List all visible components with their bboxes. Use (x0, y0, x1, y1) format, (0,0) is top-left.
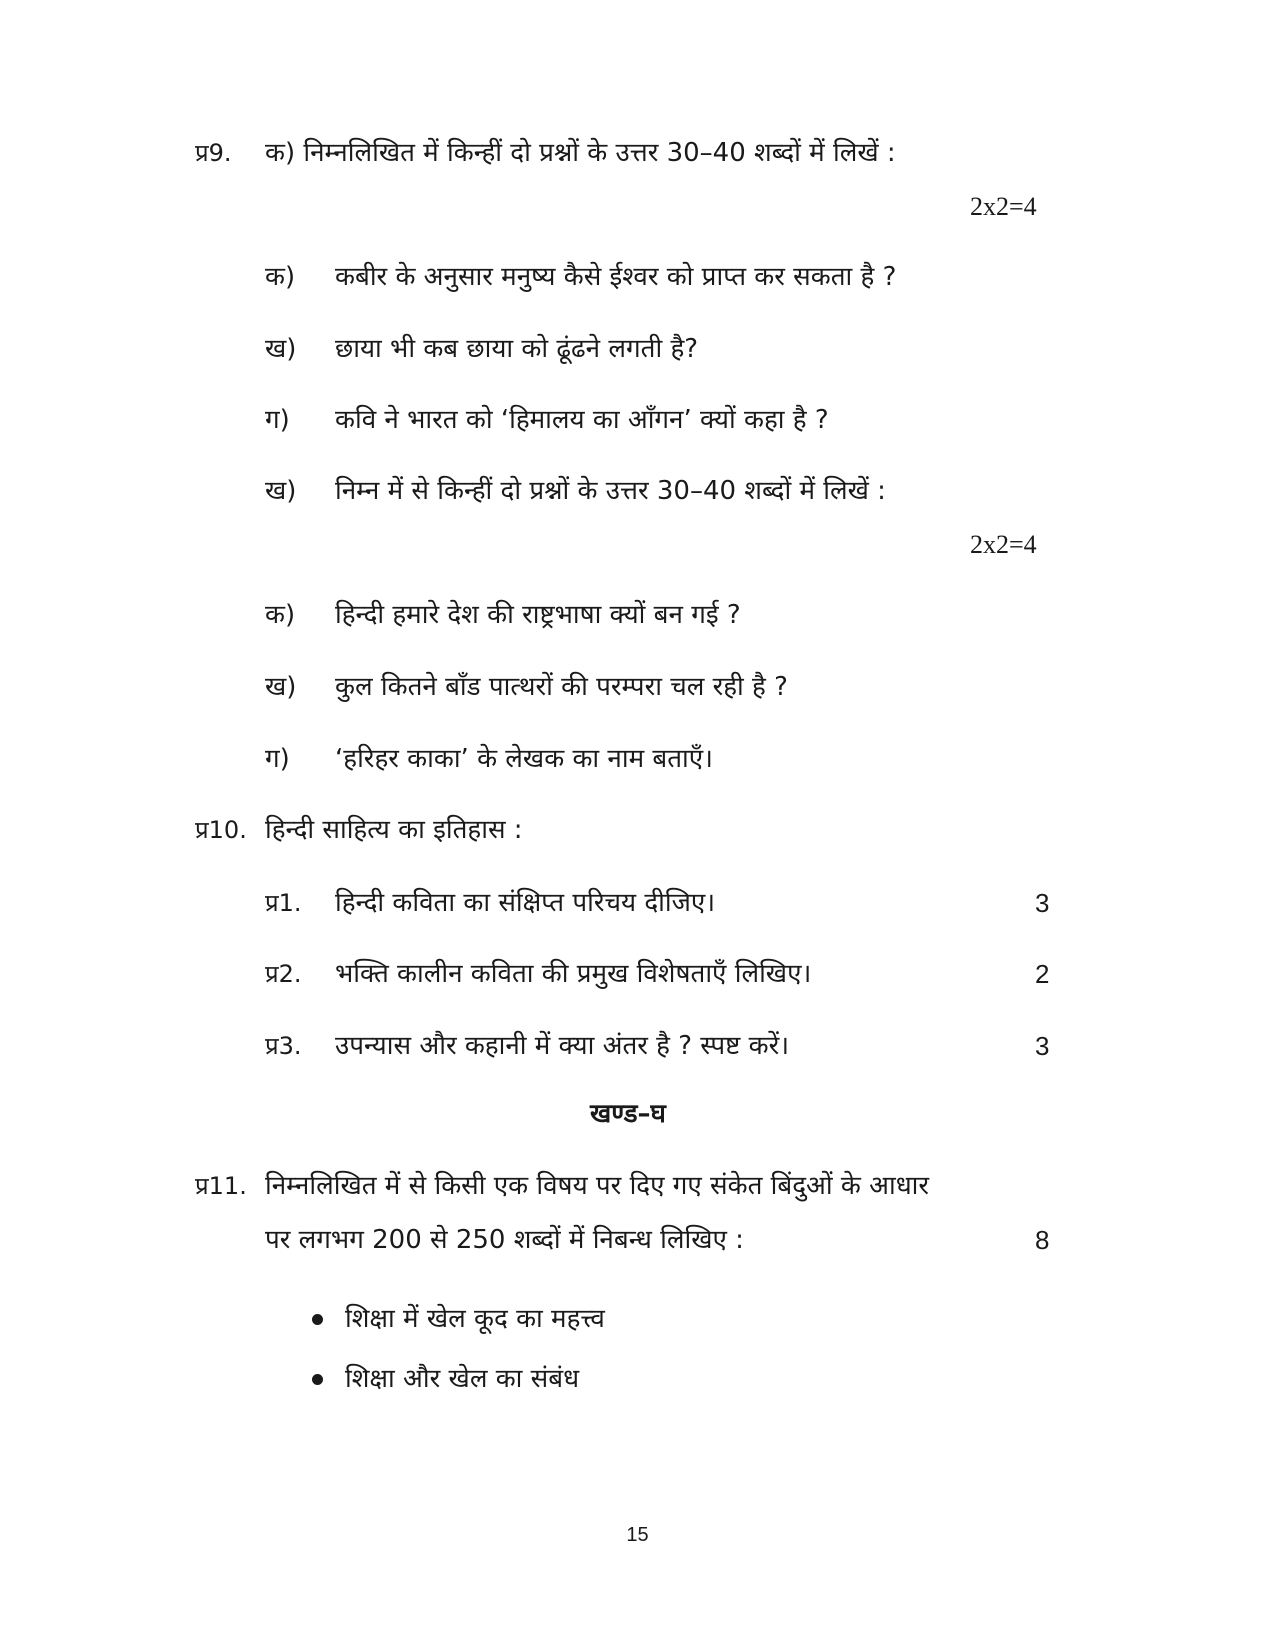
q10-number: प्र10. (195, 816, 247, 844)
q9-b-item-text: कुल कितने बाँड पात्थरों की परम्परा चल रही है ? (335, 672, 788, 702)
q11-marks: 8 (1035, 1225, 1050, 1255)
q9-b-intro: निम्न में से किन्हीं दो प्रश्नों के उत्तर 30–40 शब्दों में लिखें : (335, 476, 886, 506)
bullet-icon (312, 1314, 323, 1325)
q10-item-label: प्र3. (265, 1032, 302, 1060)
q9-a-item-label: ग) (265, 405, 290, 435)
q9-b-item-label: ग) (265, 744, 290, 774)
page-number: 15 (626, 1524, 649, 1546)
q9-a-item-text: कबीर के अनुसार मनुष्य कैसे ईश्वर को प्राप्त कर सकता है ? (335, 262, 897, 292)
q9-number: प्र9. (195, 139, 232, 167)
q9-a-item-label: ख) (265, 334, 297, 364)
q10-item-text: भक्ति कालीन कविता की प्रमुख विशेषताएँ लिखिए। (335, 959, 812, 989)
q9-marks-b: 2x2=4 (970, 530, 1037, 559)
q9-a-item-text: छाया भी कब छाया को ढूंढने लगती है? (335, 334, 699, 364)
q11-line2: पर लगभग 200 से 250 शब्दों में निबन्ध लिखिए : (265, 1225, 744, 1255)
q11-number: प्र11. (195, 1172, 247, 1200)
q10-item-marks: 3 (1035, 888, 1050, 918)
q9-marks-a: 2x2=4 (970, 192, 1037, 221)
q10-item-text: हिन्दी कविता का संक्षिप्त परिचय दीजिए। (335, 888, 716, 918)
q10-item-marks: 2 (1035, 959, 1050, 989)
q10-item-text: उपन्यास और कहानी में क्या अंतर है ? स्पष्ट करें। (335, 1031, 790, 1061)
q10-item-label: प्र2. (265, 960, 302, 988)
q9-intro: क) निम्नलिखित में किन्हीं दो प्रश्नों के उत्तर 30–40 शब्दों में लिखें : (265, 138, 896, 168)
bullet-text: शिक्षा और खेल का संबंध (345, 1364, 580, 1394)
q9-b-label: ख) (265, 476, 297, 506)
q11-line1: निम्नलिखित में से किसी एक विषय पर दिए गए संकेत बिंदुओं के आधार (265, 1171, 930, 1201)
q10-title: हिन्दी साहित्य का इतिहास : (265, 815, 523, 845)
section-heading: खण्ड–घ (590, 1099, 666, 1129)
q9-b-item-text: हिन्दी हमारे देश की राष्ट्रभाषा क्यों बन गई ? (335, 600, 741, 630)
q9-b-item-label: ख) (265, 672, 297, 702)
q10-item-marks: 3 (1035, 1031, 1050, 1061)
bullet-text: शिक्षा में खेल कूद का महत्त्व (345, 1304, 605, 1334)
q9-b-item-label: क) (265, 600, 296, 630)
q10-item-label: प्र1. (265, 889, 302, 917)
bullet-icon (312, 1374, 323, 1385)
q9-b-item-text: ‘हरिहर काका’ के लेखक का नाम बताएँ। (335, 744, 714, 774)
q9-a-item-text: कवि ने भारत को ‘हिमालय का आँगन’ क्यों कहा है ? (335, 405, 829, 435)
q9-a-item-label: क) (265, 262, 296, 292)
